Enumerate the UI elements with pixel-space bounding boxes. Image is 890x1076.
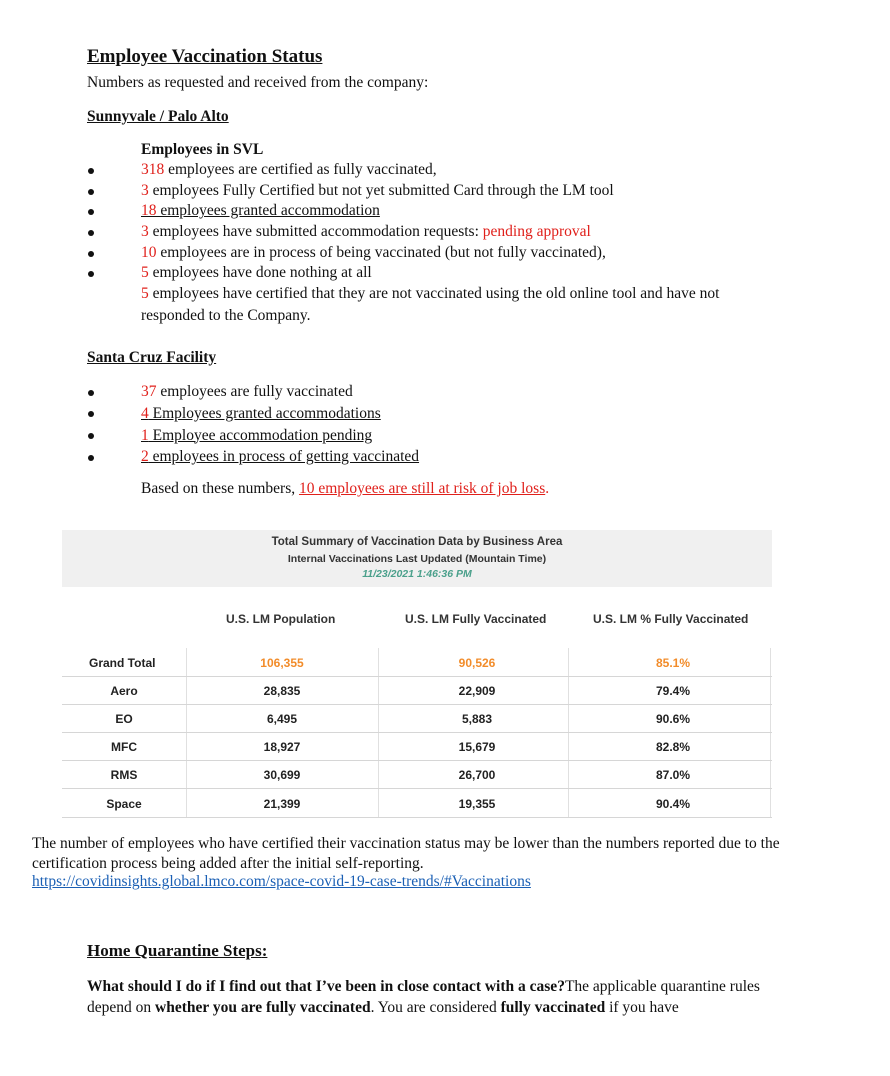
cell-vaccinated: 22,909 (458, 684, 496, 698)
svl-item-text: employees are in process of being vaccinated (but not fully vaccinated), (156, 243, 606, 261)
cell-percent: 79.4% (655, 684, 691, 698)
heading-text: Home Quarantine Steps (87, 941, 262, 960)
pending-approval-text: pending approval (482, 223, 591, 241)
table-title: Total Summary of Vaccination Data by Business Area (271, 536, 563, 548)
cell-percent: 87.0% (655, 768, 691, 782)
sc-count: 2 (141, 448, 149, 466)
list-item (0, 160, 614, 181)
row-divider (62, 817, 772, 818)
heading-colon: : (261, 941, 268, 960)
svl-count: 18 (141, 202, 157, 220)
table-row (62, 677, 772, 705)
svl-count: 3 (141, 223, 149, 241)
row-label: MFC (111, 740, 137, 754)
answer-text: The applicable quarantine rules depend on (87, 978, 760, 1016)
cell-vaccinated: 90,526 (458, 656, 496, 670)
cell-percent: 82.8% (655, 740, 691, 754)
vaccination-data-link[interactable]: https://covidinsights.global.lmco.com/space-covid-19-case-trends/#Vaccinations (32, 873, 531, 890)
sc-item-text: Employees granted accommodations (148, 404, 381, 422)
svl-item-text: employees have submitted accommodation requests: (148, 223, 483, 241)
row-divider (62, 788, 772, 789)
santa-cruz-section-heading: Santa Cruz Facility (87, 349, 217, 366)
table-row (62, 761, 772, 789)
row-label: Grand Total (89, 656, 156, 670)
list-item (0, 243, 614, 264)
svl-count: 5 (141, 264, 149, 282)
certification-note: The number of employees who have certified their vaccination status may be lower than the numbers reported due to the certification process being added after the initial self-reporting. (32, 835, 780, 872)
column-header-percent: U.S. LM % Fully Vaccinated (593, 612, 749, 626)
santa-cruz-bullet-list (0, 381, 419, 468)
list-item (0, 181, 614, 202)
cell-percent: 90.6% (655, 712, 691, 726)
list-item (0, 263, 614, 284)
sc-count: 4 (141, 404, 149, 422)
risk-prefix: Based on these numbers, (141, 480, 299, 497)
list-item (0, 222, 614, 243)
sc-item-text: employees in process of getting vaccinated (148, 448, 420, 466)
risk-suffix: . (545, 480, 550, 497)
cell-population: 28,835 (263, 684, 301, 698)
svl-item-text: employees Fully Certified but not yet submitted Card through the LM tool (148, 181, 614, 199)
answer-text: if you have (605, 999, 679, 1016)
table-timestamp: 11/23/2021 1:46:36 PM (362, 568, 472, 580)
cell-vaccinated: 15,679 (458, 740, 496, 754)
svl-item-text: employees have done nothing at all (148, 264, 372, 282)
svl-count: 10 (141, 243, 157, 261)
svl-bullet-list (0, 160, 614, 284)
sc-item-text: employees are fully vaccinated (156, 383, 353, 400)
svl-count: 318 (141, 161, 165, 178)
list-item (0, 201, 614, 222)
svl-section-heading: Sunnyvale / Palo Alto (87, 108, 229, 125)
sc-count: 1 (141, 426, 149, 444)
sc-item-text: Employee accommodation pending (148, 426, 373, 444)
table-row (62, 705, 772, 733)
cell-population: 18,927 (263, 740, 301, 754)
answer-bold: whether you are fully vaccinated (155, 999, 371, 1016)
list-item (0, 403, 419, 425)
answer-text: . You are considered (370, 999, 501, 1016)
intro-text: Numbers as requested and received from the company: (87, 74, 429, 91)
question-text: What should I do if I find out that I’ve been in close contact with a case? (87, 978, 565, 995)
cell-vaccinated: 26,700 (458, 768, 496, 782)
table-header-band (62, 530, 772, 587)
cell-percent: 85.1% (655, 656, 691, 670)
vaccination-summary-table (62, 530, 772, 820)
column-header-population: U.S. LM Population (226, 612, 336, 626)
svl-subheading: Employees in SVL (141, 141, 264, 158)
cell-population: 30,699 (263, 768, 301, 782)
answer-bold: fully vaccinated (500, 999, 606, 1016)
risk-highlight: 10 employees are still at risk of job loss (298, 480, 546, 497)
page-title: Employee Vaccination Status (87, 46, 323, 67)
svl-item-text: employees have certified that they are not vaccinated using the old online tool and have not responded to the Company. (141, 285, 720, 324)
table-row (62, 790, 772, 818)
column-header-vaccinated: U.S. LM Fully Vaccinated (405, 612, 547, 626)
cell-population: 6,495 (266, 712, 298, 726)
table-row (62, 649, 772, 677)
svl-item-text: employees are certified as fully vaccinated, (164, 161, 437, 178)
row-label: RMS (110, 768, 138, 782)
home-quarantine-heading (87, 941, 267, 961)
row-label: Aero (110, 684, 138, 698)
list-item (0, 425, 419, 447)
row-label: EO (115, 712, 133, 726)
cell-vaccinated: 5,883 (461, 712, 493, 726)
cell-vaccinated: 19,355 (458, 797, 496, 811)
svl-count: 5 (141, 285, 149, 302)
cell-population: 21,399 (263, 797, 301, 811)
sc-count: 37 (141, 383, 157, 400)
quarantine-paragraph (87, 976, 807, 1018)
cell-percent: 90.4% (655, 797, 691, 811)
svl-item-text: employees granted accommodation (156, 202, 380, 220)
svl-count: 3 (141, 181, 149, 199)
table-row (62, 733, 772, 761)
svl-extra-note (141, 283, 781, 327)
table-subtitle: Internal Vaccinations Last Updated (Mountain Time) (287, 553, 547, 565)
cell-population: 106,355 (260, 656, 304, 670)
list-item (0, 381, 419, 403)
list-item (0, 446, 419, 468)
risk-summary (141, 480, 549, 498)
row-label: Space (106, 797, 142, 811)
